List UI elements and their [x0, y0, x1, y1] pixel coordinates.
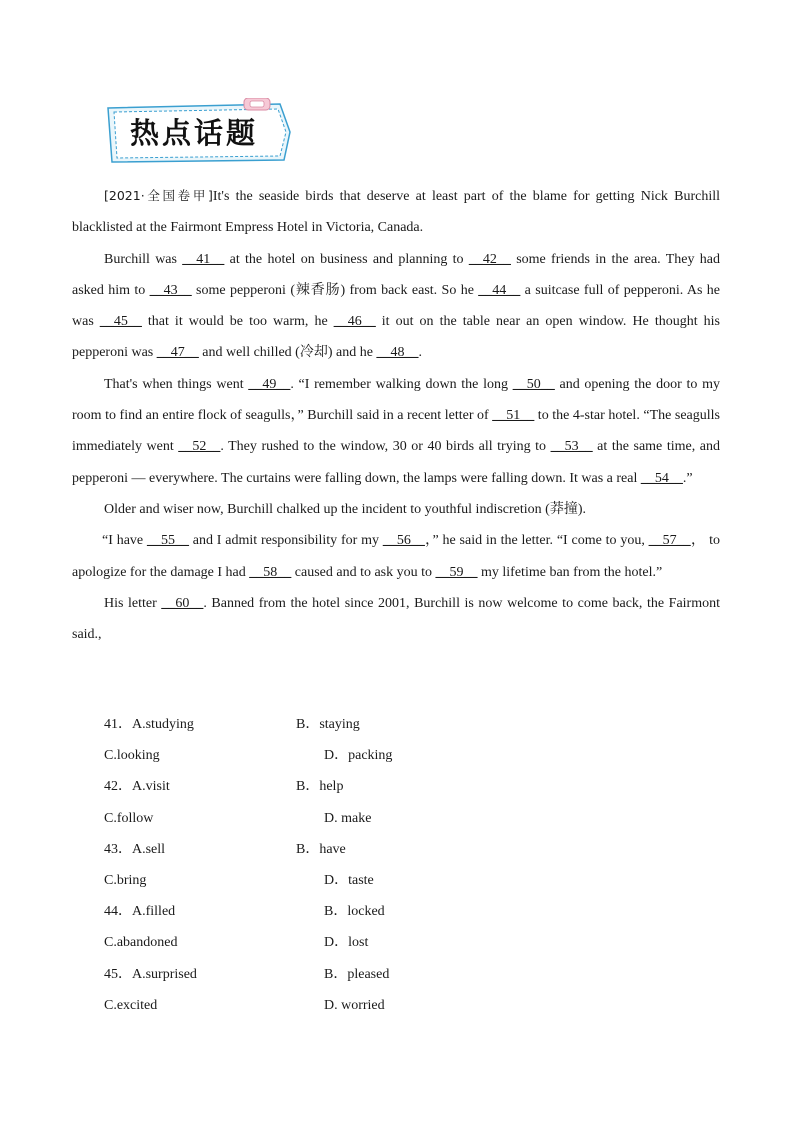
paragraph-1: [2021·全国卷甲]It's the seaside birds that deserve at least part of the blame for getting Nick Burchill blacklisted at the Fairmont Empress Hotel in Victoria, Canada.: [72, 188, 720, 236]
option-row: [104, 959, 504, 990]
option-row: [104, 896, 504, 927]
paragraph-3: That's when things went __49__. “I remember walking down the long __50__ and opening the door to my room to find an entire flock of seagulls，” Burchill said in a recent letter of __51__ to the 4-star hotel. “The seagulls immediately went __52__. They rushed to the window, 30 or 40 birds all trying to __53__ at the same time, and pepperoni — everywhere. The curtains were falling down, the lamps were falling down. It was a real __54__.”: [72, 376, 720, 486]
answer-options: [104, 709, 504, 1021]
paragraph-5: “I have __55__ and I admit responsibility for my __56__，” he said in the letter. “I come to you, __57__， to apologize for the damage I had __58__ caused and to ask you to __59__ my lifetime ban from the hotel.”: [72, 533, 721, 580]
blank-41[interactable]: __41__: [182, 251, 225, 267]
option-45-b[interactable]: B．pleased: [324, 966, 390, 982]
blank-43[interactable]: __43__: [149, 282, 192, 298]
paper-clip-icon: [244, 98, 270, 110]
blank-57[interactable]: __57__: [648, 533, 691, 549]
option-row: [104, 865, 504, 896]
option-43-c[interactable]: C.bring: [104, 872, 147, 888]
blank-47[interactable]: __47__: [156, 345, 199, 361]
option-44-a[interactable]: 44．A.filled: [104, 904, 176, 920]
blank-58[interactable]: __58__: [249, 564, 292, 580]
paragraph-4: Older and wiser now, Burchill chalked up the incident to youthful indiscretion (莽撞).: [104, 501, 586, 517]
option-row: [104, 740, 504, 771]
blank-56[interactable]: __56__: [382, 533, 425, 549]
blank-60[interactable]: __60__: [161, 595, 204, 611]
blank-59[interactable]: __59__: [435, 564, 478, 580]
blank-54[interactable]: __54__: [640, 470, 683, 486]
blank-45[interactable]: __45__: [99, 314, 142, 330]
option-42-d[interactable]: D. make: [324, 810, 372, 826]
reading-passage: [72, 180, 720, 650]
blank-48[interactable]: __48__: [376, 345, 419, 361]
option-row: [104, 927, 504, 958]
option-45-a[interactable]: 45．A.surprised: [104, 966, 197, 982]
option-41-d[interactable]: D．packing: [324, 748, 393, 764]
option-41-c[interactable]: C.looking: [104, 748, 160, 764]
option-row: [104, 803, 504, 834]
paragraph-2: Burchill was __41__ at the hotel on business and planning to __42__ some friends in the area. They had asked him to __43__ some pepperoni (辣香肠) from back east. So he __44__ a suitcase full of pepperoni. As he was __45__ that it would be too warm, he __46__ it out on the table near an open window. He thought his pepperoni was __47__ and well chilled (冷却) and he __48__.: [72, 251, 721, 361]
option-41-a[interactable]: 41．A.studying: [104, 717, 194, 732]
blank-55[interactable]: __55__: [146, 533, 189, 549]
option-45-c[interactable]: C.excited: [104, 997, 158, 1013]
blank-51[interactable]: __51__: [492, 408, 535, 424]
blank-49[interactable]: __49__: [248, 376, 291, 392]
blank-46[interactable]: __46__: [333, 314, 376, 330]
blank-52[interactable]: __52__: [178, 439, 221, 455]
option-44-c[interactable]: C.abandoned: [104, 935, 178, 951]
option-row: [104, 990, 504, 1021]
option-41-b[interactable]: B．staying: [296, 717, 360, 732]
option-43-a[interactable]: 43．A.sell: [104, 841, 166, 857]
option-row: [104, 709, 504, 740]
option-44-d[interactable]: D．lost: [324, 935, 369, 951]
blank-50[interactable]: __50__: [512, 376, 555, 392]
option-44-b[interactable]: B．locked: [324, 904, 385, 920]
option-42-a[interactable]: 42．A.visit: [104, 779, 170, 795]
blank-53[interactable]: __53__: [550, 439, 593, 455]
option-42-c[interactable]: C.follow: [104, 810, 154, 826]
paragraph-6: His letter __60__. Banned from the hotel since 2001, Burchill is now welcome to come back, the Fairmont said.,: [72, 595, 720, 643]
option-row: [104, 834, 504, 865]
blank-42[interactable]: __42__: [468, 251, 511, 267]
option-45-d[interactable]: D. worried: [324, 997, 385, 1013]
option-row: [104, 771, 504, 802]
option-43-d[interactable]: D．taste: [324, 872, 374, 888]
option-42-b[interactable]: B．help: [296, 779, 344, 795]
source-tag: [2021·全国卷甲]: [104, 188, 213, 203]
section-title: 热点话题: [130, 116, 259, 150]
blank-44[interactable]: __44__: [478, 282, 521, 298]
option-43-b[interactable]: B．have: [296, 841, 346, 857]
